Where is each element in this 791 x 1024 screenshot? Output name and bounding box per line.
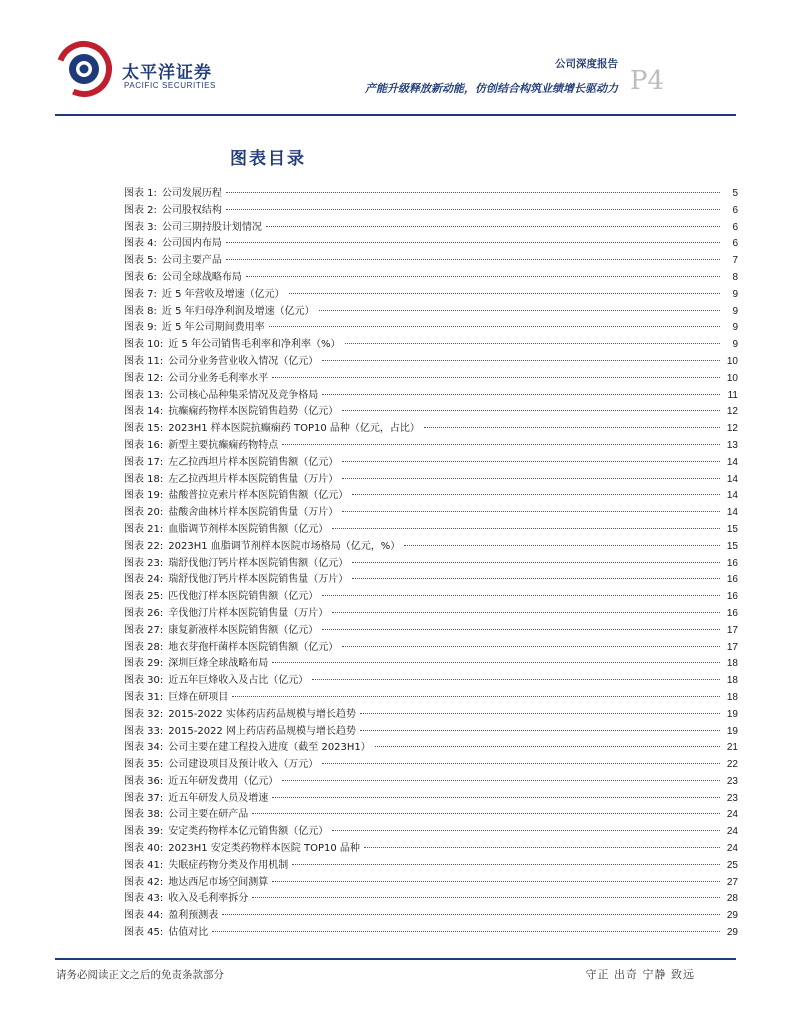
toc-entry[interactable]	[124, 891, 738, 908]
toc-entry-label: 图表 7:	[124, 288, 157, 300]
toc-dot-leader	[404, 545, 720, 546]
toc-title: 图表目录	[230, 149, 306, 169]
toc-dot-leader	[342, 511, 720, 512]
toc-dot-leader	[312, 679, 720, 680]
toc-entry-label: 图表 24:	[124, 574, 164, 586]
pacific-securities-logo-icon	[55, 40, 113, 98]
toc-entry-title: 抗癫痫药物样本医院销售趋势（亿元）	[168, 406, 339, 418]
toc-entry-page: 14	[726, 456, 738, 468]
toc-entry-label: 图表 44:	[124, 910, 164, 922]
toc-entry[interactable]	[124, 287, 738, 304]
toc-entry-page: 5	[732, 188, 738, 199]
toc-entry-title: 近五年巨烽收入及占比（亿元）	[168, 675, 309, 687]
toc-dot-leader	[226, 192, 720, 193]
footer-slogan: 守正 出奇 宁静 致远	[585, 968, 695, 981]
toc-entry-page: 16	[726, 557, 738, 569]
toc-entry[interactable]	[124, 824, 738, 841]
toc-dot-leader	[342, 646, 720, 647]
toc-entry-label: 图表 18:	[124, 473, 164, 485]
toc-entry-title: 公司股权结构	[161, 204, 222, 216]
toc-dot-leader	[345, 343, 720, 344]
toc-dot-leader	[292, 864, 720, 865]
toc-dot-leader	[212, 931, 720, 932]
toc-entry[interactable]	[124, 757, 738, 774]
toc-entry[interactable]	[124, 841, 738, 858]
footer-disclaimer: 请务必阅读正文之后的免责条款部分	[56, 969, 224, 981]
toc-entry-page: 21	[726, 742, 738, 754]
toc-entry-title: 2023H1 样本医院抗癫痫药 TOP10 品种（亿元，占比）	[168, 423, 420, 435]
toc-entry-label: 图表 33:	[124, 725, 164, 737]
toc-entry-page: 29	[726, 910, 738, 922]
toc-entry-page: 9	[732, 305, 738, 317]
toc-entry-page: 9	[732, 322, 738, 334]
toc-entry-title: 巨烽在研项目	[168, 691, 229, 703]
toc-entry-page: 19	[726, 725, 738, 737]
toc-entry-title: 匹伐他汀样本医院销售额（亿元）	[168, 591, 319, 603]
toc-entry-page: 29	[726, 927, 738, 939]
toc-entry-page: 22	[726, 759, 738, 771]
toc-entry[interactable]	[124, 858, 738, 875]
toc-entry-page: 12	[726, 423, 738, 435]
toc-entry-label: 图表 37:	[124, 792, 164, 804]
toc-entry[interactable]	[124, 925, 738, 942]
toc-entry-label: 图表 21:	[124, 523, 164, 535]
toc-entry-page: 8	[732, 271, 738, 283]
toc-dot-leader	[222, 914, 720, 915]
toc-dot-leader	[272, 662, 720, 663]
toc-entry-label: 图表 43:	[124, 893, 164, 905]
toc-entry-title: 公司建设项目及预计收入（万元）	[168, 759, 319, 771]
toc-entry[interactable]	[124, 203, 738, 220]
toc-entry-label: 图表 32:	[124, 708, 164, 720]
toc-entry[interactable]	[124, 253, 738, 270]
toc-dot-leader	[332, 528, 720, 529]
toc-entry-title: 估值对比	[168, 927, 209, 939]
toc-entry-label: 图表 9:	[124, 322, 157, 334]
toc-dot-leader	[375, 746, 720, 747]
toc-entry[interactable]	[124, 673, 738, 690]
toc-entry[interactable]	[124, 589, 738, 606]
toc-entry-title: 地达西尼市场空间测算	[168, 876, 269, 888]
toc-list	[124, 186, 738, 942]
header-divider	[55, 114, 736, 116]
toc-entry-title: 安定类药物样本亿元销售额（亿元）	[168, 826, 329, 838]
toc-entry-page: 27	[726, 876, 738, 888]
toc-entry-title: 2015-2022 网上药店药品规模与增长趋势	[168, 725, 356, 737]
toc-entry-label: 图表 5:	[124, 255, 157, 267]
toc-entry-title: 公司分业务营业收入情况（亿元）	[168, 355, 319, 367]
toc-entry-page: 25	[726, 859, 738, 871]
toc-entry-label: 图表 15:	[124, 423, 164, 435]
toc-entry-title: 公司三期持股计划情况	[161, 221, 262, 233]
toc-entry-title: 近 5 年归母净利润及增速（亿元）	[161, 305, 315, 317]
toc-entry[interactable]	[124, 623, 738, 640]
brand-name-cn: 太平洋证券	[122, 63, 212, 83]
toc-entry-title: 失眠症药物分类及作用机制	[168, 859, 289, 871]
toc-dot-leader	[226, 209, 720, 210]
toc-entry-label: 图表 38:	[124, 809, 164, 821]
toc-entry-title: 地衣芽孢杆菌样本医院销售额（亿元）	[168, 641, 339, 653]
toc-dot-leader	[272, 797, 720, 798]
toc-entry-title: 盈利预测表	[168, 910, 219, 922]
toc-entry[interactable]	[124, 354, 738, 371]
toc-entry-title: 盐酸舍曲林片样本医院销售量（万片）	[168, 507, 339, 519]
toc-entry-label: 图表 45:	[124, 927, 164, 939]
brand-name-en: PACIFIC SECURITIES	[124, 81, 216, 90]
toc-dot-leader	[332, 612, 720, 613]
toc-entry-page: 6	[732, 238, 738, 250]
report-headline: 产能升级释放新动能，仿创结合构筑业绩增长驱动力	[365, 82, 618, 95]
toc-entry[interactable]	[124, 472, 738, 489]
toc-entry-title: 公司分业务毛利率水平	[168, 372, 269, 384]
toc-entry-page: 16	[726, 591, 738, 603]
toc-dot-leader	[360, 730, 720, 731]
toc-entry-label: 图表 29:	[124, 658, 164, 670]
toc-entry-page: 24	[726, 809, 738, 821]
toc-entry-page: 23	[726, 792, 738, 804]
toc-entry-title: 公司主要产品	[161, 255, 222, 267]
toc-entry-label: 图表 8:	[124, 305, 157, 317]
toc-entry-title: 公司核心品种集采情况及竞争格局	[168, 389, 319, 401]
toc-dot-leader	[252, 813, 720, 814]
toc-entry[interactable]	[124, 740, 738, 757]
toc-entry-page: 18	[726, 691, 738, 703]
toc-entry-title: 近五年研发人员及增速	[168, 792, 269, 804]
toc-entry[interactable]	[124, 690, 738, 707]
toc-entry-title: 公司全球战略布局	[161, 271, 242, 283]
toc-dot-leader	[246, 276, 720, 277]
toc-entry-label: 图表 31:	[124, 691, 164, 703]
toc-entry-title: 辛伐他汀片样本医院销售量（万片）	[168, 607, 329, 619]
toc-entry[interactable]	[124, 908, 738, 925]
toc-entry[interactable]	[124, 404, 738, 421]
page-number: P4	[630, 66, 665, 96]
toc-dot-leader	[226, 259, 720, 260]
toc-dot-leader	[319, 310, 720, 311]
toc-entry-page: 17	[726, 624, 738, 636]
toc-entry-page: 15	[726, 523, 738, 535]
toc-entry-page: 10	[726, 355, 738, 367]
toc-entry[interactable]	[124, 337, 738, 354]
toc-entry-page: 14	[726, 473, 738, 485]
toc-entry-title: 公司国内布局	[161, 238, 222, 250]
toc-entry-title: 左乙拉西坦片样本医院销售量（万片）	[168, 473, 339, 485]
toc-entry-label: 图表 2:	[124, 204, 157, 216]
toc-entry-title: 公司主要在建工程投入进度（截至 2023H1）	[168, 742, 371, 754]
toc-entry-label: 图表 30:	[124, 675, 164, 687]
toc-entry-label: 图表 41:	[124, 859, 164, 871]
toc-entry[interactable]	[124, 774, 738, 791]
toc-dot-leader	[352, 494, 720, 495]
toc-dot-leader	[322, 763, 720, 764]
toc-entry[interactable]	[124, 724, 738, 741]
toc-entry-label: 图表 10:	[124, 339, 164, 351]
toc-entry-page: 15	[726, 540, 738, 552]
toc-entry-label: 图表 16:	[124, 439, 164, 451]
toc-entry[interactable]	[124, 320, 738, 337]
toc-entry[interactable]	[124, 556, 738, 573]
toc-entry[interactable]	[124, 791, 738, 808]
toc-dot-leader	[322, 595, 720, 596]
toc-entry-title: 血脂调节剂样本医院销售额（亿元）	[168, 523, 329, 535]
toc-entry[interactable]	[124, 236, 738, 253]
toc-entry-page: 10	[726, 372, 738, 384]
toc-entry-page: 24	[726, 826, 738, 838]
toc-entry-page: 12	[726, 406, 738, 418]
toc-entry-label: 图表 14:	[124, 406, 164, 418]
toc-dot-leader	[322, 629, 720, 630]
toc-entry-title: 公司主要在研产品	[168, 809, 249, 821]
toc-entry[interactable]	[124, 488, 738, 505]
toc-entry-page: 18	[726, 675, 738, 687]
toc-entry-page: 16	[726, 607, 738, 619]
toc-dot-leader	[269, 326, 720, 327]
toc-entry[interactable]	[124, 220, 738, 237]
toc-entry-title: 瑞舒伐他汀钙片样本医院销售额（亿元）	[168, 557, 349, 569]
toc-dot-leader	[352, 562, 720, 563]
toc-dot-leader	[322, 394, 720, 395]
toc-entry[interactable]	[124, 304, 738, 321]
toc-dot-leader	[282, 444, 720, 445]
toc-entry[interactable]	[124, 438, 738, 455]
toc-entry[interactable]	[124, 875, 738, 892]
toc-entry-title: 深圳巨烽全球战略布局	[168, 658, 269, 670]
toc-entry-label: 图表 28:	[124, 641, 164, 653]
report-type: 公司深度报告	[555, 58, 618, 70]
toc-entry-label: 图表 6:	[124, 271, 157, 283]
toc-entry-title: 收入及毛利率拆分	[168, 893, 249, 905]
toc-dot-leader	[282, 780, 720, 781]
toc-entry-label: 图表 39:	[124, 826, 164, 838]
toc-dot-leader	[226, 242, 720, 243]
toc-entry-label: 图表 35:	[124, 759, 164, 771]
toc-entry[interactable]	[124, 522, 738, 539]
toc-entry-title: 近五年研发费用（亿元）	[168, 775, 279, 787]
toc-entry[interactable]	[124, 640, 738, 657]
toc-entry-page: 6	[732, 221, 738, 233]
toc-entry[interactable]	[124, 807, 738, 824]
toc-entry-title: 2015-2022 实体药店药品规模与增长趋势	[168, 708, 356, 720]
toc-entry-title: 瑞舒伐他汀钙片样本医院销售量（万片）	[168, 574, 349, 586]
toc-entry-page: 14	[726, 490, 738, 502]
toc-entry[interactable]	[124, 270, 738, 287]
toc-entry[interactable]	[124, 186, 738, 203]
toc-dot-leader	[352, 578, 720, 579]
toc-entry-title: 康复新液样本医院销售额（亿元）	[168, 624, 319, 636]
toc-entry-label: 图表 1:	[124, 188, 157, 199]
toc-entry-page: 6	[732, 204, 738, 216]
toc-entry-label: 图表 19:	[124, 490, 164, 502]
toc-dot-leader	[322, 360, 720, 361]
toc-entry[interactable]	[124, 421, 738, 438]
toc-entry-page: 28	[726, 893, 738, 905]
toc-dot-leader	[364, 847, 720, 848]
toc-entry[interactable]	[124, 707, 738, 724]
toc-entry-page: 19	[726, 708, 738, 720]
toc-entry-label: 图表 40:	[124, 843, 164, 855]
toc-entry-label: 图表 27:	[124, 624, 164, 636]
toc-dot-leader	[289, 293, 720, 294]
toc-entry-page: 9	[732, 339, 738, 351]
toc-entry-title: 左乙拉西坦片样本医院销售额（亿元）	[168, 456, 339, 468]
toc-dot-leader	[252, 897, 720, 898]
toc-entry[interactable]	[124, 505, 738, 522]
toc-entry-label: 图表 3:	[124, 221, 157, 233]
toc-dot-leader	[272, 881, 720, 882]
toc-dot-leader	[342, 461, 720, 462]
toc-entry-label: 图表 42:	[124, 876, 164, 888]
toc-dot-leader	[332, 830, 720, 831]
toc-dot-leader	[272, 377, 720, 378]
toc-entry-page: 16	[726, 574, 738, 586]
toc-entry[interactable]	[124, 539, 738, 556]
toc-entry-title: 新型主要抗癫痫药物特点	[168, 439, 279, 451]
toc-entry[interactable]	[124, 572, 738, 589]
toc-entry-page: 14	[726, 507, 738, 519]
toc-dot-leader	[424, 427, 720, 428]
toc-entry-title: 近 5 年公司销售毛利率和净利率（%）	[168, 339, 341, 351]
toc-entry-page: 24	[726, 843, 738, 855]
toc-dot-leader	[342, 410, 720, 411]
toc-entry-title: 2023H1 血脂调节剂样本医院市场格局（亿元，%）	[168, 540, 401, 552]
toc-dot-leader	[266, 226, 720, 227]
toc-entry-label: 图表 20:	[124, 507, 164, 519]
toc-entry-label: 图表 22:	[124, 540, 164, 552]
toc-entry-label: 图表 36:	[124, 775, 164, 787]
toc-entry-label: 图表 25:	[124, 591, 164, 603]
toc-entry[interactable]	[124, 656, 738, 673]
toc-entry-label: 图表 4:	[124, 238, 157, 250]
toc-entry-title: 公司发展历程	[161, 188, 222, 199]
toc-entry-label: 图表 12:	[124, 372, 164, 384]
toc-entry-label: 图表 17:	[124, 456, 164, 468]
toc-dot-leader	[232, 696, 720, 697]
toc-entry-page: 17	[726, 641, 738, 653]
toc-entry-label: 图表 34:	[124, 742, 164, 754]
toc-entry-page: 11	[727, 389, 738, 401]
toc-entry-title: 盐酸普拉克索片样本医院销售额（亿元）	[168, 490, 349, 502]
toc-entry-page: 7	[732, 255, 738, 267]
toc-entry-label: 图表 11:	[124, 355, 164, 367]
toc-entry-title: 近 5 年营收及增速（亿元）	[161, 288, 285, 300]
toc-entry-label: 图表 23:	[124, 557, 164, 569]
toc-entry-page: 23	[726, 775, 738, 787]
toc-entry[interactable]	[124, 606, 738, 623]
toc-entry[interactable]	[124, 388, 738, 405]
toc-entry-page: 13	[726, 439, 738, 451]
toc-dot-leader	[360, 713, 720, 714]
toc-entry-page: 9	[732, 288, 738, 300]
toc-entry-page: 18	[726, 658, 738, 670]
toc-dot-leader	[342, 478, 720, 479]
toc-entry-title: 2023H1 安定类药物样本医院 TOP10 品种	[168, 843, 360, 855]
toc-entry-label: 图表 26:	[124, 607, 164, 619]
toc-entry-label: 图表 13:	[124, 389, 164, 401]
toc-entry[interactable]	[124, 371, 738, 388]
footer-divider	[55, 958, 736, 960]
toc-entry[interactable]	[124, 455, 738, 472]
toc-entry-title: 近 5 年公司期间费用率	[161, 322, 265, 334]
